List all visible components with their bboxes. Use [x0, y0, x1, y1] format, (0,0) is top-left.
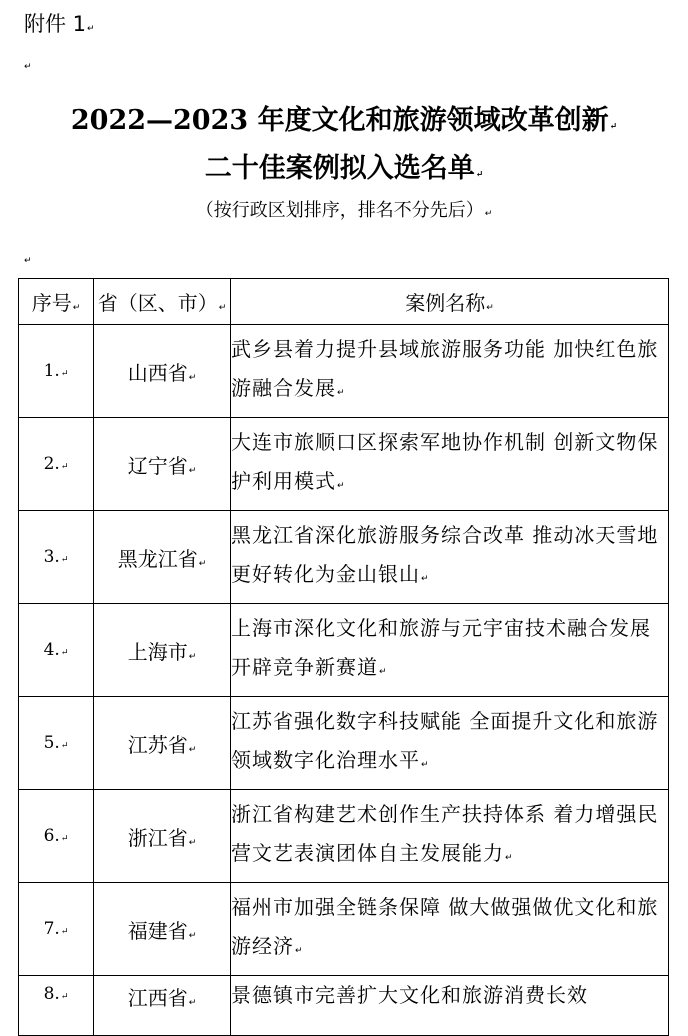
row-index-cell: [19, 976, 94, 1036]
row-case-name: 武乡县着力提升县域旅游服务功能 加快红色旅游融合发展: [231, 336, 659, 400]
paragraph-mark-icon: ↵: [24, 62, 32, 72]
row-province: 上海市: [127, 639, 188, 664]
row-case-name-cell: [231, 976, 669, 1036]
row-province-cell: [94, 790, 231, 883]
row-province-cell: [94, 325, 231, 418]
row-index-cell: [19, 511, 94, 604]
row-index: 4.: [43, 640, 60, 660]
paragraph-mark-icon: ↵: [188, 651, 197, 662]
paragraph-mark-icon: ↵: [379, 666, 388, 677]
paragraph-mark-icon: ↵: [505, 852, 514, 863]
column-header-province: [94, 279, 231, 325]
row-case-name-cell: [231, 697, 669, 790]
title-line-2-text: 二十佳案例拟入选名单: [204, 153, 475, 184]
paragraph-mark-icon: ↵: [188, 372, 197, 383]
paragraph-mark-icon: ↵: [87, 24, 95, 34]
paragraph-mark-icon: ↵: [484, 209, 493, 219]
attachment-label: [24, 8, 95, 38]
row-index: 1.: [43, 361, 60, 381]
column-header-index: [19, 279, 94, 325]
row-index: 7.: [43, 919, 60, 939]
table-row: [19, 883, 669, 976]
table-row: [19, 976, 669, 1036]
paragraph-mark-icon: ↵: [60, 648, 69, 658]
paragraph-mark-icon: ↵: [337, 387, 346, 398]
title-line-2: [0, 146, 688, 185]
row-case-name: 上海市深化文化和旅游与元宇宙技术融合发展 开辟竞争新赛道: [231, 615, 651, 679]
paragraph-mark-icon: ↵: [188, 930, 197, 941]
paragraph-mark-icon: ↵: [337, 480, 346, 491]
row-case-name: 黑龙江省深化旅游服务综合改革 推动冰天雪地更好转化为金山银山: [231, 522, 659, 586]
row-province: 山西省: [127, 360, 188, 385]
row-index: 6.: [43, 826, 60, 846]
row-case-name: 景德镇市完善扩大文化和旅游消费长效: [231, 983, 588, 1007]
row-index-cell: [19, 883, 94, 976]
row-province-cell: [94, 418, 231, 511]
table-row: [19, 418, 669, 511]
paragraph-mark-icon: ↵: [60, 741, 69, 751]
paragraph-mark-icon: ↵: [24, 256, 32, 266]
row-province-cell: [94, 883, 231, 976]
row-province-cell: [94, 604, 231, 697]
row-case-name: 福州市加强全链条保障 做大做强做优文化和旅游经济: [231, 894, 659, 958]
paragraph-mark-icon: ↵: [475, 170, 484, 180]
subtitle: [0, 196, 688, 222]
table-header-row: [19, 279, 669, 325]
row-index-cell: [19, 325, 94, 418]
row-index-cell: [19, 418, 94, 511]
row-case-name: 江苏省强化数字科技赋能 全面提升文化和旅游领域数字化治理水平: [231, 708, 659, 772]
column-header-text: 案例名称: [405, 291, 486, 315]
paragraph-mark-icon: ↵: [421, 759, 430, 770]
paragraph-mark-icon: ↵: [198, 558, 207, 569]
row-province: 福建省: [127, 918, 188, 943]
paragraph-mark-icon: ↵: [60, 927, 69, 937]
subtitle-text: （按行政区划排序，排名不分先后）: [195, 200, 484, 221]
row-case-name-cell: [231, 511, 669, 604]
row-province: 辽宁省: [127, 453, 188, 478]
row-index-cell: [19, 790, 94, 883]
row-province: 江西省: [127, 986, 188, 1010]
paragraph-mark-icon: ↵: [60, 462, 69, 472]
title-line-1-text: 2022—2023 年度文化和旅游领域改革创新: [70, 105, 609, 136]
row-province: 浙江省: [127, 825, 188, 850]
table-row: [19, 325, 669, 418]
paragraph-mark-icon: ↵: [218, 303, 227, 313]
row-index: 5.: [43, 733, 60, 753]
paragraph-mark-icon: ↵: [421, 573, 430, 584]
row-case-name-cell: [231, 325, 669, 418]
row-case-name-cell: [231, 604, 669, 697]
row-case-name: 浙江省构建艺术创作生产扶持体系 着力增强民营文艺表演团体自主发展能力: [231, 801, 659, 865]
paragraph-mark-icon: ↵: [295, 945, 304, 956]
title-line-1: [0, 98, 688, 137]
row-province-cell: [94, 697, 231, 790]
paragraph-mark-icon: ↵: [609, 122, 618, 132]
row-index-cell: [19, 697, 94, 790]
column-header-case-name: [231, 279, 669, 325]
row-province: 黑龙江省: [117, 546, 198, 571]
row-case-name-cell: [231, 418, 669, 511]
row-case-name: 大连市旅顺口区探索军地协作机制 创新文物保护利用模式: [231, 429, 659, 493]
row-index-cell: [19, 604, 94, 697]
row-case-name-cell: [231, 790, 669, 883]
table-row: [19, 697, 669, 790]
row-index: 2.: [43, 454, 60, 474]
paragraph-mark-icon: ↵: [188, 744, 197, 755]
table-row: [19, 604, 669, 697]
row-index: 8.: [43, 984, 60, 1004]
paragraph-mark-icon: ↵: [188, 465, 197, 476]
column-header-text: 序号: [31, 291, 72, 315]
paragraph-mark-icon: ↵: [60, 834, 69, 844]
paragraph-mark-icon: ↵: [188, 998, 197, 1008]
row-province-cell: [94, 511, 231, 604]
table-row: [19, 511, 669, 604]
paragraph-mark-icon: ↵: [60, 992, 69, 1002]
attachment-text: 附件 1: [24, 12, 87, 36]
row-index: 3.: [43, 547, 60, 567]
row-case-name-cell: [231, 883, 669, 976]
paragraph-mark-icon: ↵: [60, 369, 69, 379]
paragraph-mark-icon: ↵: [60, 555, 69, 565]
paragraph-mark-icon: ↵: [72, 303, 81, 313]
row-province: 江苏省: [127, 732, 188, 757]
case-list-table: [18, 278, 669, 1036]
column-header-text: 省（区、市）: [97, 291, 218, 315]
paragraph-mark-icon: ↵: [188, 837, 197, 848]
paragraph-mark-icon: ↵: [486, 303, 494, 313]
row-province-cell: [94, 976, 231, 1036]
table-row: [19, 790, 669, 883]
